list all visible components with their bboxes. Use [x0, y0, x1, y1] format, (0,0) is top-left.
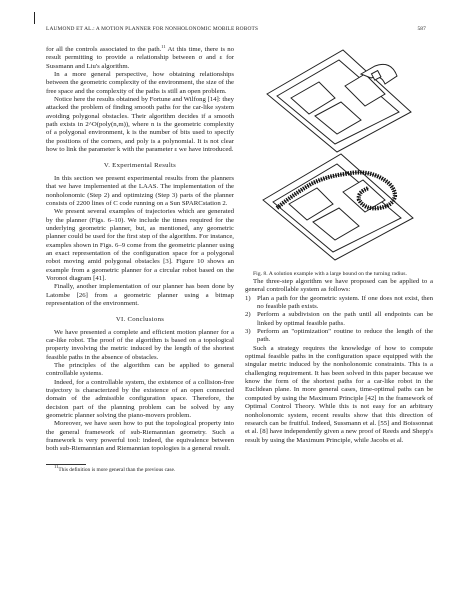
outer-boundary	[267, 50, 411, 152]
paragraph-generality: In a more general perspective, how obtaining relationships between the geometric complexity of the environment, the size of the free space and the complexity of the paths is still an open problem.	[46, 71, 234, 95]
list-item	[245, 295, 433, 312]
paragraph-conclusions-3: Indeed, for a controllable system, the existence of a collision-free trajectory is characterized by the existence of an open connected domain of the admissible configuration space. Therefore, the decision part of the planning problem can be solved by any geometric planner solving the piano-movers problem.	[46, 378, 234, 420]
obstacle-block-center	[313, 208, 359, 240]
paragraph-conclusions-4: Moreover, we have seen how to put the topological property into the general framework of sub-Riemannian geometry. Such a framework is very powerful tool: indeed, the equivalence between both sub-Riemannian and Riemannian topologies is a general result.	[46, 420, 234, 453]
footnote-mark: 11	[54, 464, 59, 470]
figure-bottom-solution	[261, 150, 417, 262]
footnote-ref: 11	[161, 43, 166, 49]
list-number: 1)	[245, 294, 251, 302]
paragraph-experimental-1: In this section we present experimental results from the planners that we have implemented at the LAAS. The implementation of the nonholonomic (Step 2) and optimizing (Step 3) parts of the planner consists of 2200 lines of C code running on a Sun SPARCstation 2.	[46, 174, 234, 207]
crop-mark	[34, 12, 35, 24]
footnote	[46, 464, 234, 474]
list-text: Plan a path for the geometric system. If one does not exist, then no feasible path exists.	[257, 294, 433, 311]
paragraph-conclusions-1: We have presented a complete and efficient motion planner for a car-like robot. The proof of the algorithm is based on a topological property involving the metric induced by the length of the shortest feasible paths in the absence of obstacles.	[46, 328, 234, 361]
intro-text: for all the controls associated to the path.	[46, 46, 162, 53]
section-heading-vi: VI. Conclusions	[115, 316, 165, 324]
obstacle-block-center	[315, 102, 361, 134]
paragraph-experimental-2: We present several examples of trajectories which are generated by the planner (Figs. 6–10). We include the times required for the underlying geometric planner, but, as mentioned, any geometric planner could be used for the first step of the algorithm. For instance, examples shown in Figs. 6–9 come from the geometric planner using an exact representation of the configuration space for a polygonal robot moving amid polygonal obstacles [3]. Figure 10 shows an example from a geometric planner for a circular robot based on the Voronoi diagram [41].	[46, 208, 234, 282]
paragraph-experimental-3: Finally, another implementation of our planner has been done by Latombe [26] from a geometric planner using a bitmap representation of the environment.	[46, 283, 234, 307]
right-column	[245, 46, 433, 445]
running-head	[46, 26, 426, 36]
paragraph-strategy: Such a strategy requires the knowledge of how to compute optimal feasible paths in the configuration space equipped with the singular metric induced by the nonholonomic constraints. This is a challenging requirement. It has been solved in this paper because we know the form of the shortest paths for a car-like robot in the Euclidean plane. In more general cases, time-optimal paths can be computed by using the Maximum Principle [42] in the framework of Optimal Control Theory. While this is not easy for an arbitrary nonholonomic system, recent results show that this direction of research can be fruitful. Indeed, Sussmann et al. [55] and Boissonnat et al. [8] have independently given a new proof of Reeds and Shepp's result by using the Maximum Principle, while Jacobs et al.	[245, 344, 433, 444]
left-column	[46, 43, 234, 474]
running-head-title: LAUMOND ET AL.: A MOTION PLANNER FOR NONHOLONOMIC MOBILE ROBOTS	[46, 26, 259, 32]
page-number: 587	[417, 26, 426, 32]
list-text: Perform a subdivision on the path until all endpoints can be linked by optimal feasible paths.	[257, 311, 433, 327]
list-text: Perform an "optimization" routine to reduce the length of the path.	[257, 328, 433, 344]
section-heading-v: V. Experimental Results	[103, 162, 177, 170]
list-item	[245, 311, 433, 328]
footnote-text: This definition is more general than the previous case.	[58, 467, 176, 474]
intro-text-cont: At this time, there is no result permitting to provide a relationship between σ and ε for Sussmann and Liu's algorithm.	[46, 46, 234, 70]
list-number: 3)	[245, 328, 251, 336]
footnote-rule	[46, 464, 86, 465]
paragraph-fortune: Notice here the results obtained by Fortune and Wilfong [14]: they attacked the problem of finding smooth paths for the car-like system avoiding polygonal obstacles. Their algorithm decides if a smooth path exists in 2^O(poly(n,m)), where n is the geometric complexity of a polygonal environment, k is the number of bits used to specify the positions of the corners, and poly is a polynomial. It is not clear how to link the parameter k with the parameter ε we have introduced.	[46, 96, 234, 154]
outer-boundary	[263, 154, 413, 260]
figure-top-environment	[265, 46, 415, 156]
paragraph-three-step: The three-step algorithm we have proposed can be applied to a general controllable system as follows:	[245, 278, 433, 294]
paragraph-conclusions-2: The principles of the algorithm can be applied to general controllable systems.	[46, 362, 234, 378]
figure-8	[245, 46, 433, 267]
figure-caption: Fig. 8. A solution example with a large bound on the turning radius.	[253, 271, 407, 277]
list-item	[245, 328, 433, 345]
paragraph-intro	[46, 43, 234, 71]
obstacle-corridor	[343, 180, 385, 212]
list-number: 2)	[245, 311, 251, 319]
obstacle-corridor	[345, 74, 385, 106]
